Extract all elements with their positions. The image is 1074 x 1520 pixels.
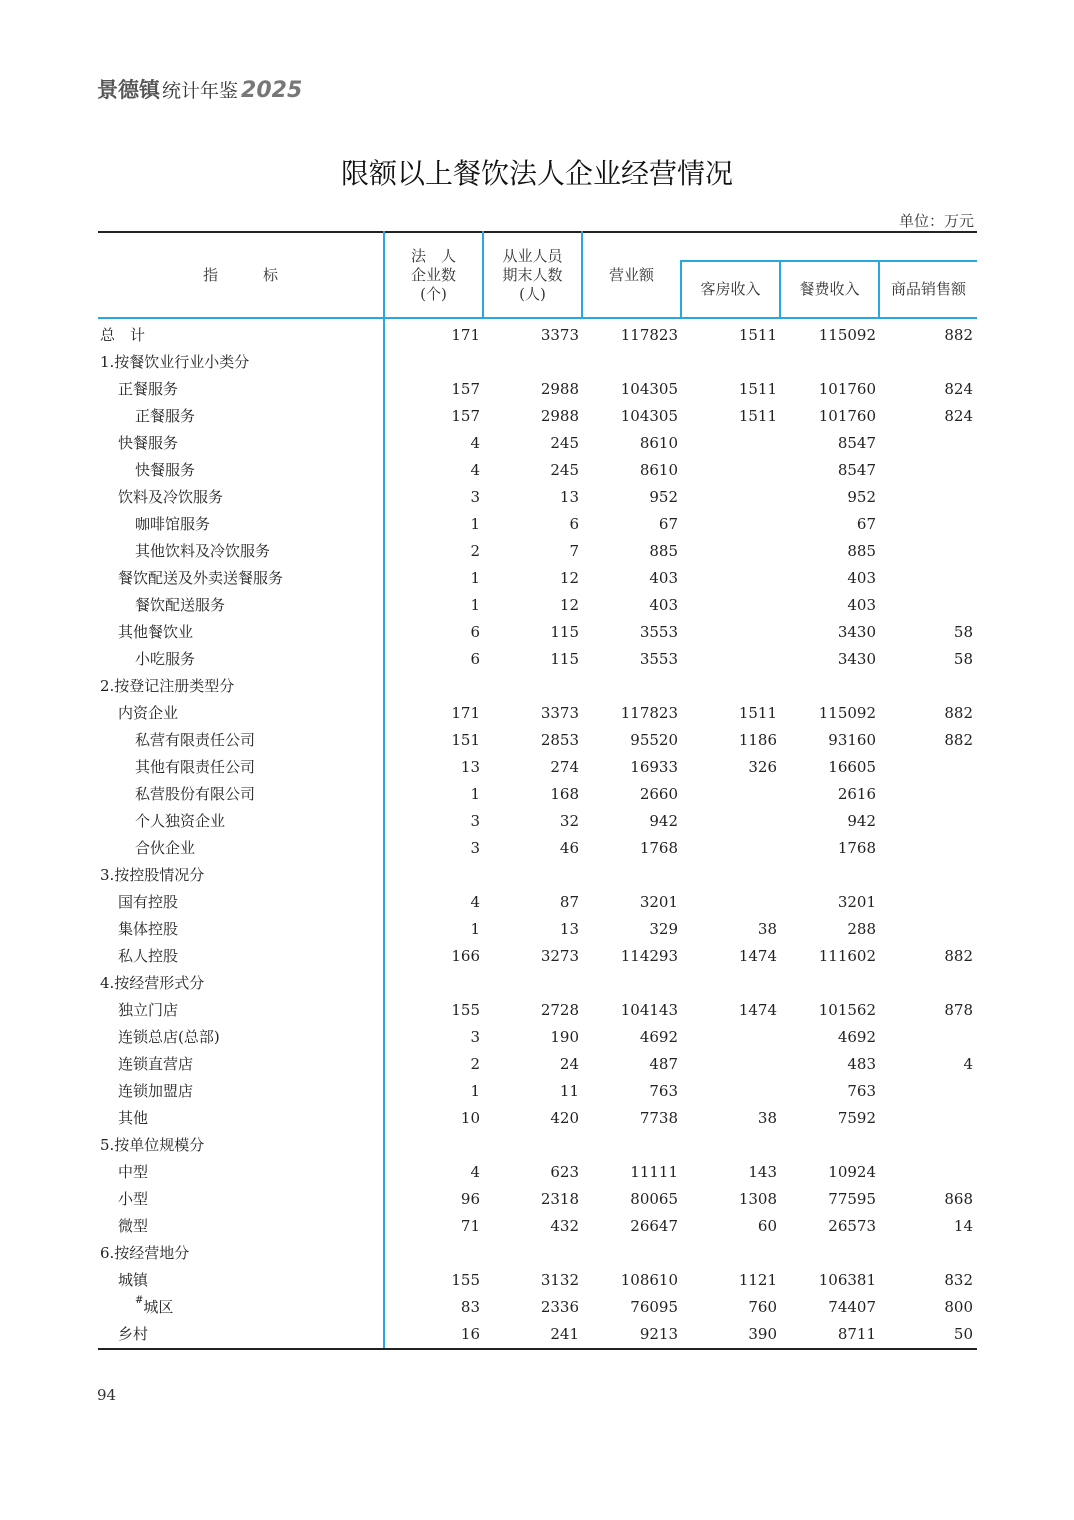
row-label [118,1267,148,1294]
room-income-cell: 1511 [738,407,777,425]
table-row [98,700,977,727]
row-label-text: 其他餐饮业 [118,623,194,641]
revenue-cell: 403 [649,569,678,587]
row-label-text: 餐饮配送及外卖送餐服务 [118,569,284,587]
header-legal-entities [385,233,482,317]
row-label [135,781,255,808]
catering-income-cell: 952 [847,488,876,506]
legal-entities-cell: 13 [460,758,480,776]
legal-entities-cell: 1 [470,920,480,938]
goods-sales-cell: 824 [944,380,973,398]
table-row [98,970,977,997]
room-income-cell: 1186 [738,731,777,749]
table-row [98,1213,977,1240]
catering-income-cell: 403 [847,596,876,614]
row-label [118,376,178,403]
row-label-text: 独立门店 [118,1001,179,1019]
row-label [118,1024,220,1051]
table-row [98,1024,977,1051]
employees-cell: 623 [550,1163,579,1181]
row-label [118,700,178,727]
catering-income-cell: 4692 [837,1028,876,1046]
row-label-text: 小吃服务 [135,650,196,668]
revenue-cell: 885 [649,542,678,560]
catering-income-cell: 101760 [818,407,876,425]
legal-entities-cell: 16 [460,1325,480,1343]
row-label [118,1321,148,1348]
book-brand: 景德镇 [97,78,160,102]
revenue-cell: 76095 [630,1298,678,1316]
legal-entities-cell: 4 [470,893,480,911]
revenue-cell: 2660 [639,785,678,803]
revenue-cell: 67 [658,515,678,533]
revenue-cell: 3201 [639,893,678,911]
employees-cell: 32 [559,812,579,830]
employees-cell: 6 [569,515,579,533]
header-catering-income: 餐费收入 [799,280,860,298]
legal-entities-cell: 171 [451,704,480,722]
table-row [98,1267,977,1294]
goods-sales-cell: 58 [953,623,973,641]
catering-income-cell: 77595 [828,1190,876,1208]
table-row [98,322,977,349]
row-label-text: 其他有限责任公司 [135,758,256,776]
revenue-cell: 9213 [639,1325,678,1343]
revenue-cell: 487 [649,1055,678,1073]
employees-cell: 2728 [540,1001,579,1019]
employees-cell: 3132 [540,1271,579,1289]
revenue-cell: 1768 [639,839,678,857]
row-label-text: 城镇 [118,1271,149,1289]
row-label [135,1294,173,1321]
goods-sales-cell: 4 [963,1055,973,1073]
employees-cell: 3373 [540,326,579,344]
catering-income-cell: 111602 [818,947,876,965]
catering-income-cell: 115092 [818,704,876,722]
catering-income-cell: 8711 [837,1325,876,1343]
catering-income-cell: 403 [847,569,876,587]
legal-entities-cell: 6 [470,623,480,641]
table-row [98,430,977,457]
row-label [118,565,283,592]
employees-cell: 241 [550,1325,579,1343]
employees-cell: 432 [550,1217,579,1235]
row-label [135,754,255,781]
goods-sales-cell: 58 [953,650,973,668]
revenue-cell: 329 [649,920,678,938]
revenue-cell: 95520 [630,731,678,749]
table-bottom-rule [98,1348,977,1350]
legal-entities-cell: 3 [470,488,480,506]
table-row [98,646,977,673]
book-subtitle: 统计年鉴 [162,80,239,102]
row-label-text: 5.按单位规模分 [100,1136,205,1154]
row-label [118,430,178,457]
goods-sales-cell: 882 [944,731,973,749]
room-income-cell: 38 [757,920,777,938]
employees-cell: 420 [550,1109,579,1127]
legal-entities-cell: 171 [451,326,480,344]
row-label [118,889,178,916]
room-income-cell: 1474 [738,1001,777,1019]
legal-entities-cell: 3 [470,812,480,830]
header-revenue: 营业额 [608,265,654,284]
employees-cell: 3273 [540,947,579,965]
row-label [100,673,234,700]
header-line: 从业人员 [502,246,563,265]
room-income-cell: 1121 [738,1271,777,1289]
revenue-cell: 114293 [620,947,678,965]
table-row [98,727,977,754]
employees-cell: 115 [550,623,579,641]
row-label [118,484,223,511]
row-label-text: 其他 [118,1109,149,1127]
room-income-cell: 1511 [738,380,777,398]
catering-income-cell: 67 [856,515,876,533]
table-row [98,862,977,889]
header-goods-sales: 商品销售额 [890,280,966,298]
revenue-cell: 11111 [630,1163,678,1181]
table-row [98,349,977,376]
catering-income-cell: 26573 [828,1217,876,1235]
goods-sales-cell: 878 [944,1001,973,1019]
catering-income-cell: 10924 [828,1163,876,1181]
room-income-cell: 760 [748,1298,777,1316]
goods-sales-cell: 882 [944,326,973,344]
goods-sales-cell: 14 [953,1217,973,1235]
table-row [98,808,977,835]
row-label [135,538,270,565]
catering-income-cell: 288 [847,920,876,938]
catering-income-cell: 106381 [818,1271,876,1289]
table-row [98,1078,977,1105]
legal-entities-cell: 151 [451,731,480,749]
employees-cell: 2318 [540,1190,579,1208]
employees-cell: 274 [550,758,579,776]
table-body [98,322,977,1348]
row-label [100,970,204,997]
row-label [135,808,225,835]
legal-entities-cell: 157 [451,380,480,398]
row-label-text: 1.按餐饮业行业小类分 [100,353,250,371]
row-label-text: 连锁加盟店 [118,1082,194,1100]
catering-income-cell: 3430 [837,623,876,641]
table-row [98,511,977,538]
revenue-cell: 80065 [630,1190,678,1208]
row-label [100,349,249,376]
table-row [98,565,977,592]
revenue-cell: 3553 [639,623,678,641]
legal-entities-cell: 2 [470,542,480,560]
row-label [118,619,193,646]
catering-income-cell: 2616 [837,785,876,803]
revenue-cell: 104305 [620,380,678,398]
row-label-text: 国有控股 [118,893,179,911]
legal-entities-cell: 155 [451,1271,480,1289]
catering-income-cell: 763 [847,1082,876,1100]
employees-cell: 168 [550,785,579,803]
row-label-text: 2.按登记注册类型分 [100,677,235,695]
room-income-cell: 38 [757,1109,777,1127]
catering-income-cell: 16605 [828,758,876,776]
employees-cell: 24 [559,1055,579,1073]
revenue-cell: 108610 [620,1271,678,1289]
catering-income-cell: 483 [847,1055,876,1073]
legal-entities-cell: 4 [470,1163,480,1181]
header-indicator: 指 标 [202,265,278,284]
table-row [98,997,977,1024]
goods-sales-cell: 882 [944,947,973,965]
row-label [118,1159,148,1186]
revenue-cell: 3553 [639,650,678,668]
room-income-cell: 60 [757,1217,777,1235]
employees-cell: 2988 [540,407,579,425]
revenue-cell: 104143 [620,1001,678,1019]
revenue-cell: 8610 [639,461,678,479]
revenue-cell: 403 [649,596,678,614]
revenue-cell: 26647 [630,1217,678,1235]
legal-entities-cell: 83 [460,1298,480,1316]
row-label [118,1213,148,1240]
row-label-text: 饮料及冷饮服务 [118,488,224,506]
room-income-cell: 1308 [738,1190,777,1208]
row-label-text: 合伙企业 [135,839,196,857]
catering-income-cell: 1768 [837,839,876,857]
legal-entities-cell: 3 [470,839,480,857]
catering-income-cell: 3201 [837,893,876,911]
catering-income-cell: 74407 [828,1298,876,1316]
goods-sales-cell: 824 [944,407,973,425]
row-label [118,997,178,1024]
row-label-text: 微型 [118,1217,149,1235]
legal-entities-cell: 4 [470,461,480,479]
table-row [98,835,977,862]
row-label [135,511,210,538]
header-line: (个) [420,284,447,303]
legal-entities-cell: 2 [470,1055,480,1073]
row-label-text: 中型 [118,1163,149,1181]
header-line: 法 人 [410,246,456,265]
book-header [97,74,302,104]
row-label [135,646,195,673]
employees-cell: 87 [559,893,579,911]
catering-income-cell: 3430 [837,650,876,668]
revenue-cell: 952 [649,488,678,506]
revenue-cell: 8610 [639,434,678,452]
table-row [98,916,977,943]
catering-income-cell: 885 [847,542,876,560]
legal-entities-cell: 71 [460,1217,480,1235]
table-row [98,754,977,781]
row-label [135,403,195,430]
row-label-text: 4.按经营形式分 [100,974,205,992]
row-label [118,1078,193,1105]
legal-entities-cell: 155 [451,1001,480,1019]
employees-cell: 12 [559,596,579,614]
table-row [98,484,977,511]
employees-cell: 115 [550,650,579,668]
employees-cell: 2988 [540,380,579,398]
revenue-cell: 763 [649,1082,678,1100]
goods-sales-cell: 50 [953,1325,973,1343]
employees-cell: 190 [550,1028,579,1046]
row-label-text: 个人独资企业 [135,812,226,830]
header-room-income: 客房收入 [700,280,761,298]
header-employees [484,233,581,317]
row-label [135,457,195,484]
employees-cell: 245 [550,461,579,479]
row-label [135,835,195,862]
table-row [98,376,977,403]
row-label-text: 正餐服务 [118,380,179,398]
room-income-cell: 143 [748,1163,777,1181]
table-row [98,1132,977,1159]
legal-entities-cell: 4 [470,434,480,452]
catering-income-cell: 115092 [818,326,876,344]
row-label-text: 内资企业 [118,704,179,722]
goods-sales-cell: 832 [944,1271,973,1289]
catering-income-cell: 8547 [837,434,876,452]
row-label [135,727,255,754]
row-label [118,1051,193,1078]
revenue-cell: 117823 [620,704,678,722]
table-row [98,457,977,484]
row-label [100,1240,189,1267]
table-row [98,619,977,646]
catering-income-cell: 101562 [818,1001,876,1019]
catering-income-cell: 93160 [828,731,876,749]
catering-income-cell: 7592 [837,1109,876,1127]
revenue-cell: 16933 [630,758,678,776]
table-row [98,1051,977,1078]
table-row [98,538,977,565]
row-label-text: 总 计 [100,326,146,344]
employees-cell: 3373 [540,704,579,722]
row-label [118,916,178,943]
header-line: 企业数 [410,265,456,284]
legal-entities-cell: 157 [451,407,480,425]
table-row [98,781,977,808]
employees-cell: 11 [559,1082,579,1100]
room-income-cell: 1474 [738,947,777,965]
catering-income-cell: 942 [847,812,876,830]
goods-sales-cell: 868 [944,1190,973,1208]
catering-income-cell: 8547 [837,461,876,479]
revenue-cell: 104305 [620,407,678,425]
header-bottom-rule [98,317,977,319]
legal-entities-cell: 96 [460,1190,480,1208]
row-label-text: 私营股份有限公司 [135,785,256,803]
table-row [98,403,977,430]
row-label [118,1186,148,1213]
page-title: 限额以上餐饮法人企业经营情况 [340,157,733,190]
table-row [98,889,977,916]
table-row [98,1159,977,1186]
legal-entities-cell: 6 [470,650,480,668]
unit-label: 单位：万元 [898,212,974,230]
table-row [98,1240,977,1267]
row-label-text: 连锁直营店 [118,1055,194,1073]
row-label [100,1132,204,1159]
row-label-text: 私人控股 [118,947,179,965]
row-label-text: 城区 [143,1298,174,1316]
row-label-text: 3.按控股情况分 [100,866,205,884]
revenue-cell: 4692 [639,1028,678,1046]
row-label [118,943,178,970]
row-label-text: 快餐服务 [118,434,179,452]
room-income-cell: 1511 [738,704,777,722]
row-label [100,322,145,349]
table-row [98,1105,977,1132]
row-label-text: 快餐服务 [135,461,196,479]
employees-cell: 12 [559,569,579,587]
row-label-text: 乡村 [118,1325,149,1343]
legal-entities-cell: 166 [451,947,480,965]
table-row [98,673,977,700]
row-label [100,862,204,889]
legal-entities-cell: 1 [470,785,480,803]
legal-entities-cell: 3 [470,1028,480,1046]
employees-cell: 13 [559,920,579,938]
row-label-text: 私营有限责任公司 [135,731,256,749]
row-label [135,592,225,619]
employees-cell: 13 [559,488,579,506]
room-income-cell: 1511 [738,326,777,344]
row-label-text: 小型 [118,1190,149,1208]
revenue-cell: 7738 [639,1109,678,1127]
book-year: 2025 [241,78,303,103]
row-label-text: 集体控股 [118,920,179,938]
legal-entities-cell: 1 [470,515,480,533]
employees-cell: 245 [550,434,579,452]
row-label-text: 咖啡馆服务 [135,515,211,533]
legal-entities-cell: 1 [470,569,480,587]
catering-income-cell: 101760 [818,380,876,398]
row-label-text: 连锁总店(总部) [118,1028,220,1046]
table-row [98,592,977,619]
goods-sales-cell: 882 [944,704,973,722]
header-line: 期末人数 [502,265,563,284]
employees-cell: 2336 [540,1298,579,1316]
table-row [98,943,977,970]
employees-cell: 46 [559,839,579,857]
header-line: (人) [519,284,546,303]
legal-entities-cell: 10 [460,1109,480,1127]
legal-entities-cell: 1 [470,596,480,614]
table-row [98,1186,977,1213]
room-income-cell: 326 [748,758,777,776]
table-row [98,1294,977,1321]
table-row [98,1321,977,1348]
row-label-marker: # [135,1295,144,1306]
revenue-cell: 942 [649,812,678,830]
row-label-text: 6.按经营地分 [100,1244,190,1262]
employees-cell: 7 [569,542,579,560]
page-number: 94 [97,1386,117,1404]
row-label-text: 餐饮配送服务 [135,596,226,614]
row-label-text: 正餐服务 [135,407,196,425]
employees-cell: 2853 [540,731,579,749]
goods-sales-cell: 800 [944,1298,973,1316]
legal-entities-cell: 1 [470,1082,480,1100]
row-label-text: 其他饮料及冷饮服务 [135,542,271,560]
revenue-cell: 117823 [620,326,678,344]
row-label [118,1105,148,1132]
room-income-cell: 390 [748,1325,777,1343]
